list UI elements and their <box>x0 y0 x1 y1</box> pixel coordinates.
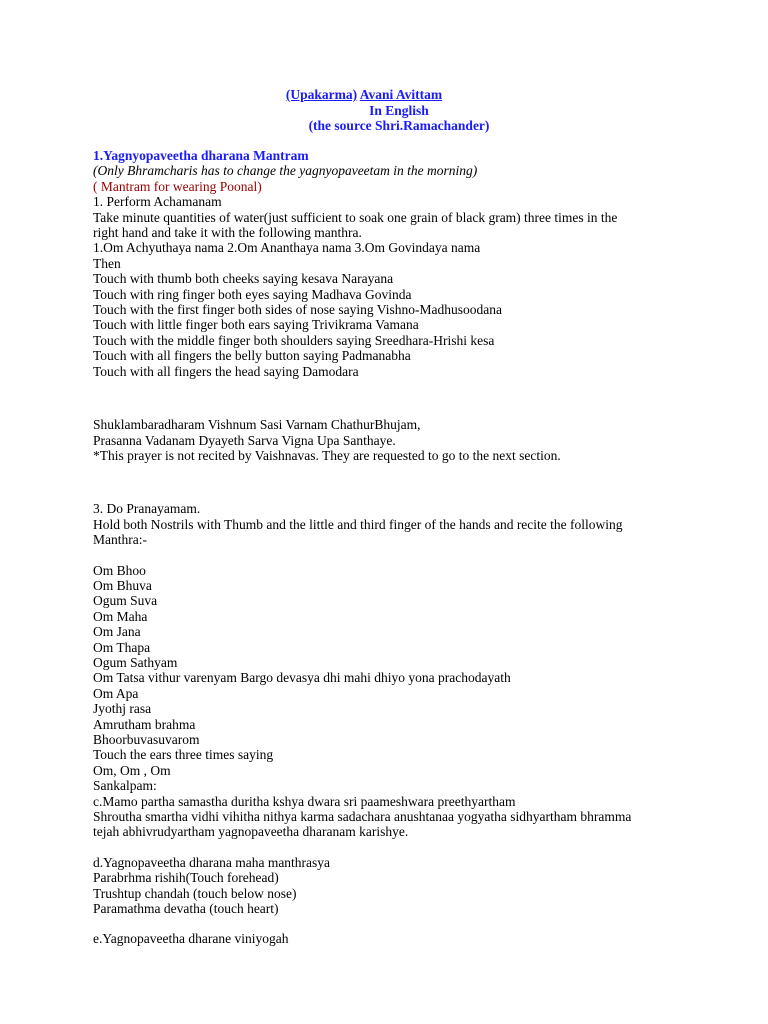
section1-note: (Only Bhramcharis has to change the yagnyopaveetam in the morning) <box>93 163 478 179</box>
text-line: 1.Om Achyuthaya nama 2.Om Ananthaya nama 3.Om Govindaya nama <box>93 240 481 256</box>
text-line: Shuklambaradharam Vishnum Sasi Varnam ChathurBhujam, <box>93 417 421 433</box>
title-line-3: (the source Shri.Ramachander) <box>308 118 490 133</box>
spacer <box>93 463 693 501</box>
section3-lines-d <box>93 931 693 946</box>
section1-subtitle: ( Mantram for wearing Poonal) <box>93 178 262 194</box>
text-line: Take minute quantities of water(just sufficient to soak one grain of black gram) three times in the <box>93 209 618 225</box>
text-line: Ogum Suva <box>93 593 158 609</box>
section3-lines-a <box>93 501 693 547</box>
text-line: Bhoorbuvasuvarom <box>93 732 200 747</box>
spacer <box>93 379 693 417</box>
text-line: Then <box>93 255 121 271</box>
text-line: Parabrhma rishih(Touch forehead) <box>93 870 279 886</box>
text-line: e.Yagnopaveetha dharane viniyogah <box>93 931 289 947</box>
section3-lines-b <box>93 563 693 840</box>
text-line: Hold both Nostrils with Thumb and the little and third finger of the hands and recite the following <box>93 516 623 532</box>
section3-lines-c <box>93 855 693 917</box>
text-line: Om Apa <box>93 685 139 701</box>
text-line: Touch with all fingers the belly button saying Padmanabha <box>93 348 411 364</box>
text-line: Om Jana <box>93 624 141 640</box>
text-line: Trushtup chandah (touch below nose) <box>93 885 297 901</box>
text-line: d.Yagnopaveetha dharana maha manthrasya <box>93 854 331 870</box>
section1-lines <box>93 194 693 379</box>
text-line: Touch with the first finger both sides of nose saying Vishno-Madhusoodana <box>93 302 502 318</box>
text-line: 1. Perform Achamanam <box>93 194 222 210</box>
text-line: Touch with all fingers the head saying Damodara <box>93 363 359 379</box>
text-line: c.Mamo partha samastha duritha kshya dwara sri paameshwara preethyartham <box>93 793 516 809</box>
title-block <box>0 87 768 134</box>
document-body <box>93 148 693 947</box>
section1-heading: 1.Yagnyopaveetha dharana Mantram <box>93 148 309 163</box>
text-line: Om, Om , Om <box>93 762 171 778</box>
spacer <box>93 840 693 855</box>
text-line: Jyothj rasa <box>93 701 152 717</box>
text-line: Om Tatsa vithur varenyam Bargo devasya dhi mahi dhiyo yona prachodayath <box>93 670 511 686</box>
text-line: Prasanna Vadanam Dyayeth Sarva Vigna Upa Santhaye. <box>93 432 396 448</box>
text-line: Om Thapa <box>93 639 151 655</box>
upakarma-link[interactable]: (Upakarma) <box>285 87 358 102</box>
title-line-2: In English <box>369 102 429 118</box>
text-line: Ogum Sathyam <box>93 654 178 670</box>
text-line: Om Maha <box>93 608 148 624</box>
text-line: Paramathma devatha (touch heart) <box>93 901 279 917</box>
text-line: Touch with thumb both cheeks saying kesava Narayana <box>93 271 394 287</box>
title-line-1 <box>0 87 768 103</box>
text-line: Shroutha smartha vidhi vihitha nithya karma sadachara anushtanaa yogyatha sidhyartham bhramma <box>93 809 632 825</box>
text-line: Manthra:- <box>93 532 147 548</box>
spacer <box>93 916 693 931</box>
text-line: Amrutham brahma <box>93 716 196 732</box>
text-line: Touch with ring finger both eyes saying Madhava Govinda <box>93 286 412 302</box>
text-line: right hand and take it with the following manthra. <box>93 225 362 241</box>
text-line: *This prayer is not recited by Vaishnavas. They are requested to go to the next section. <box>93 447 561 463</box>
avani-avittam-link[interactable]: Avani Avittam <box>359 87 443 102</box>
text-line: tejah abhivrudyartham yagnopaveetha dharanam karishye. <box>93 824 409 840</box>
section2-lines <box>93 417 693 463</box>
text-line: Touch with little finger both ears saying Trivikrama Vamana <box>93 317 419 333</box>
text-line: Sankalpam: <box>93 778 157 794</box>
text-line: Touch with the middle finger both shoulders saying Sreedhara-Hrishi kesa <box>93 332 495 348</box>
text-line: Om Bhoo <box>93 562 146 578</box>
text-line: 3. Do Pranayamam. <box>93 501 201 517</box>
text-line: Touch the ears three times saying <box>93 747 274 763</box>
spacer <box>93 548 693 563</box>
text-line: Om Bhuva <box>93 577 152 593</box>
